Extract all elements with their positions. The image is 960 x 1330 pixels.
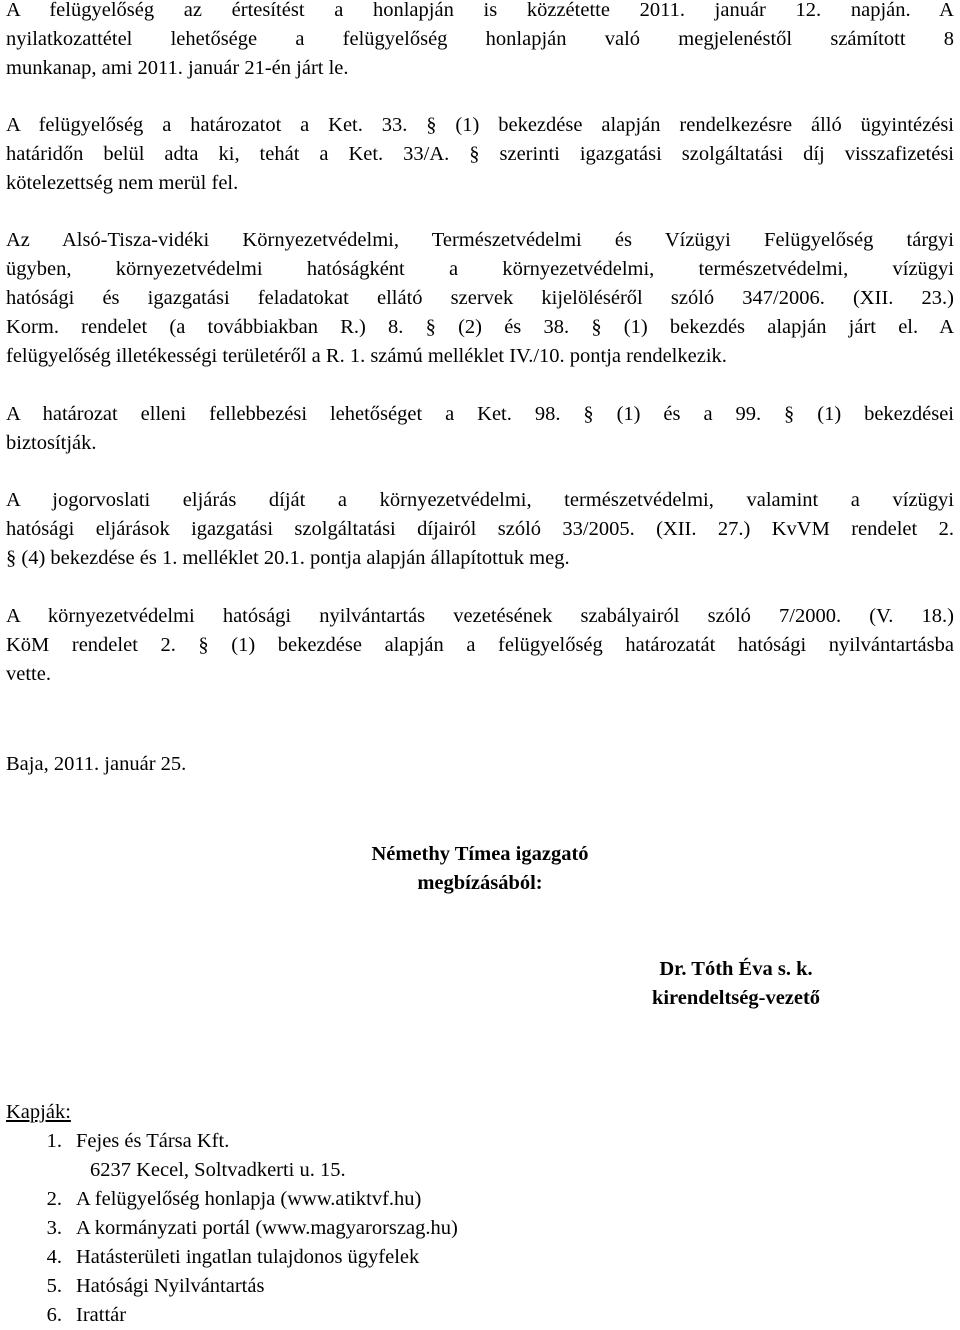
- paragraph-notice-publication: [6, 0, 954, 83]
- recipients-title: Kapják:: [6, 1101, 71, 1123]
- paragraph-registry: [6, 602, 954, 689]
- list-item: [6, 1127, 706, 1156]
- signer-name: Dr. Tóth Éva s. k.: [659, 958, 813, 980]
- list-item: [6, 1214, 706, 1243]
- signature-on-behalf-line: Némethy Tímea igazgató: [371, 843, 589, 865]
- list-item-text: Hatósági Nyilvántartás: [76, 1275, 265, 1297]
- paragraph-decision-deadline: [6, 111, 954, 198]
- list-item-number: 4.: [46, 1246, 62, 1268]
- list-item: [6, 1185, 706, 1214]
- text-line: Korm. rendelet (a továbbiakban R.) 8. § (2) és 38. § (1) bekezdés alapján járt el. A: [6, 316, 954, 338]
- text-line: § (4) bekezdése és 1. melléklet 20.1. pontja alapján állapítottuk meg.: [6, 547, 570, 569]
- text-line: A felügyelőség a határozatot a Ket. 33. § (1) bekezdése alapján rendelkezésre álló ügyintézési: [6, 114, 954, 136]
- list-item: [6, 1243, 706, 1272]
- text-line: hatósági eljárások igazgatási szolgáltatási díjairól szóló 33/2005. (XII. 27.) KvVM rendelet 2.: [6, 518, 954, 540]
- list-item-text: A kormányzati portál (www.magyarorszag.hu): [76, 1217, 458, 1239]
- text-line: A felügyelőség az értesítést a honlapján is közzétette 2011. január 12. napján. A: [6, 0, 954, 21]
- list-item: [6, 1272, 706, 1301]
- list-item-text: A felügyelőség honlapja (www.atiktvf.hu): [76, 1188, 422, 1210]
- list-item-number: 3.: [46, 1217, 62, 1239]
- text-line: nyilatkozattétel lehetősége a felügyelőség honlapján való megjelenéstől számított 8: [6, 28, 954, 50]
- text-line: KöM rendelet 2. § (1) bekezdése alapján a felügyelőség határozatát hatósági nyilvántartásba: [6, 634, 954, 656]
- list-item-text: Fejes és Társa Kft.: [76, 1130, 230, 1152]
- signature-on-behalf-line: megbízásából:: [417, 872, 543, 894]
- paragraph-appeal-option: [6, 400, 954, 458]
- recipients-section: [6, 1098, 706, 1330]
- text-line: határidőn belül adta ki, tehát a Ket. 33/A. § szerinti igazgatási szolgáltatási díj visszafizetési: [6, 143, 954, 165]
- paragraph-authority-competence: [6, 226, 954, 371]
- list-item-text: Hatásterületi ingatlan tulajdonos ügyfelek: [76, 1246, 420, 1268]
- text-line: ügyben, környezetvédelmi hatóságként a környezetvédelmi, természetvédelmi, vízügyi: [6, 258, 954, 280]
- text-line: A környezetvédelmi hatósági nyilvántartás vezetésének szabályairól szóló 7/2000. (V. 18.): [6, 605, 954, 627]
- signature-signer: [616, 955, 856, 1013]
- text-line: biztosítják.: [6, 432, 97, 454]
- text-line: kötelezettség nem merül fel.: [6, 172, 239, 194]
- text-line: A határozat elleni fellebbezési lehetőséget a Ket. 98. § (1) és a 99. § (1) bekezdései: [6, 403, 954, 425]
- list-item-number: 1.: [46, 1130, 62, 1152]
- list-item-text: Irattár: [76, 1304, 127, 1326]
- list-item-address: 6237 Kecel, Soltvadkerti u. 15.: [90, 1159, 346, 1181]
- list-item-number: 5.: [46, 1275, 62, 1297]
- text-line: Az Alsó-Tisza-vidéki Környezetvédelmi, Természetvédelmi és Vízügyi Felügyelőség tárgyi: [6, 229, 954, 251]
- list-item-number: 2.: [46, 1188, 62, 1210]
- list-item-number: 6.: [46, 1304, 62, 1326]
- signer-title: kirendeltség-vezető: [651, 987, 821, 1009]
- text-line: munkanap, ami 2011. január 21-én járt le.: [6, 57, 349, 79]
- text-line: vette.: [6, 663, 51, 685]
- list-item: [6, 1301, 706, 1330]
- text-line: A jogorvoslati eljárás díját a környezetvédelmi, természetvédelmi, valamint a vízügyi: [6, 489, 954, 511]
- signature-authority: [350, 840, 610, 898]
- recipients-list: [6, 1127, 706, 1330]
- text-line: hatósági és igazgatási feladatokat ellátó szervek kijelöléséről szóló 347/2006. (XII. 23.): [6, 287, 954, 309]
- text-line: felügyelőség illetékességi területéről a R. 1. számú melléklet IV./10. pontja rendelkezik.: [6, 345, 727, 367]
- place-and-date: Baja, 2011. január 25.: [6, 753, 187, 775]
- paragraph-appeal-fee: [6, 486, 954, 573]
